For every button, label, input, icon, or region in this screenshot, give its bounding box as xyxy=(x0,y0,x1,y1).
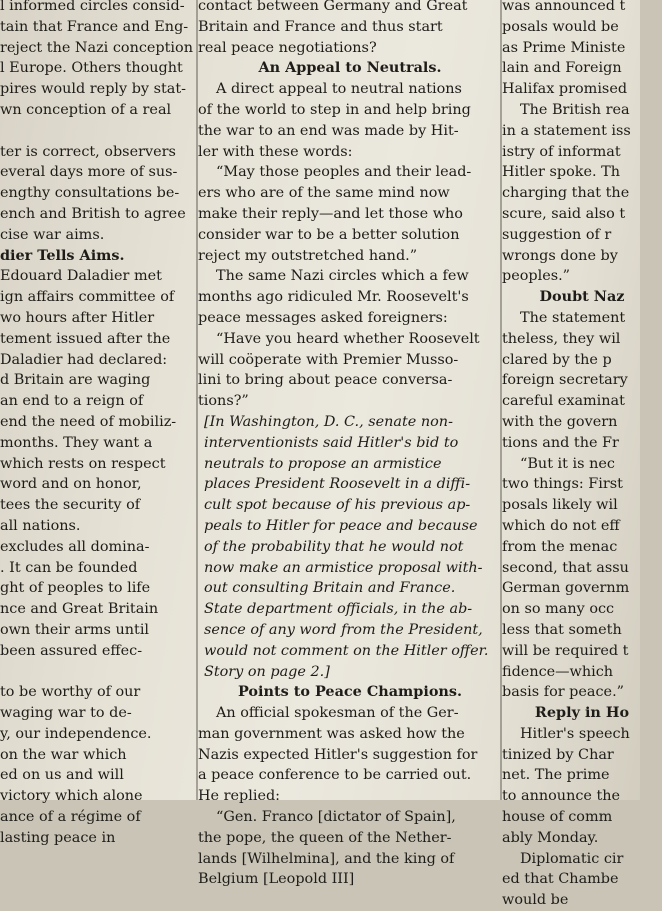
text-line: basis for peace.” xyxy=(502,684,624,701)
text-line xyxy=(0,121,198,142)
text-line: lands [Wilhelmina], and the king of xyxy=(198,850,455,867)
text-line: ign affairs committee of xyxy=(0,289,175,306)
text-line: Halifax promised xyxy=(502,81,628,98)
column-left xyxy=(0,0,198,849)
text-line: Nazis expected Hitler's suggestion for xyxy=(198,746,478,763)
text-line: of the probability that he would not xyxy=(204,538,464,555)
text-line: lain and Foreign xyxy=(502,60,622,77)
text-line: Story on page 2.] xyxy=(204,663,330,680)
text-line: months. They want a xyxy=(0,434,153,451)
text-line: Diplomatic cir xyxy=(520,850,624,867)
text-line: less that someth xyxy=(502,621,622,638)
text-line: “But it is nec xyxy=(520,455,615,472)
text-line: neutrals to propose an armistice xyxy=(204,455,442,472)
subhead-points-to-peace-champions: Points to Peace Champions. xyxy=(238,683,462,701)
text-line: which rests on respect xyxy=(0,455,166,472)
text-line: cise war aims. xyxy=(0,226,105,243)
text-line: will coöperate with Premier Musso- xyxy=(198,351,459,368)
text-line: An official spokesman of the Ger- xyxy=(216,705,459,722)
text-line: scure, said also t xyxy=(502,205,626,222)
text-line: tain that France and Eng- xyxy=(0,18,189,35)
text-line: posals likely wil xyxy=(502,497,618,514)
text-line: from the menac xyxy=(502,538,618,555)
text-line: wo hours after Hitler xyxy=(0,309,155,326)
text-line: waging war to de- xyxy=(0,705,132,722)
text-line: peals to Hitler for peace and because xyxy=(204,517,478,534)
text-line: excludes all domina- xyxy=(0,538,150,555)
text-line: d Britain are waging xyxy=(0,372,151,389)
text-line: sence of any word from the President, xyxy=(204,621,483,638)
text-line: engthy consultations be- xyxy=(0,185,180,202)
text-line: a peace conference to be carried out. xyxy=(198,767,472,784)
text-line: out consulting Britain and France. xyxy=(204,580,456,597)
text-line: reject the Nazi conception xyxy=(0,39,193,56)
text-line: [In Washington, D. C., senate non- xyxy=(204,413,453,430)
text-line: Hitler's speech xyxy=(520,725,630,742)
text-line: The statement xyxy=(520,309,626,326)
text-line: make their reply—and let those who xyxy=(198,205,463,222)
text-line: “Have you heard whether Roosevelt xyxy=(216,330,480,347)
text-line: months ago ridiculed Mr. Roosevelt's xyxy=(198,289,469,306)
text-line: to announce the xyxy=(502,788,621,805)
text-line: tement issued after the xyxy=(0,330,171,347)
text-line: been assured effec- xyxy=(0,642,143,659)
text-line: He replied: xyxy=(198,788,281,805)
text-line: nce and Great Britain xyxy=(0,601,159,618)
center-intro-text xyxy=(198,0,502,58)
column-center xyxy=(198,0,502,890)
text-line: would not comment on the Hitler offer. xyxy=(204,642,489,659)
text-line: ler with these words: xyxy=(198,143,353,160)
text-line: theless, they wil xyxy=(502,330,621,347)
text-line: . It can be founded xyxy=(0,559,138,576)
text-line: interventionists said Hitler's bid to xyxy=(204,434,459,451)
text-line: tinized by Char xyxy=(502,746,614,763)
subhead: Doubt Naz xyxy=(539,288,625,306)
text-line: an end to a reign of xyxy=(0,393,144,410)
text-line: Edouard Daladier met xyxy=(0,268,162,285)
text-line: ed on us and will xyxy=(0,767,124,784)
text-line: istry of informat xyxy=(502,143,621,160)
text-line: consider war to be a better solution xyxy=(198,226,460,243)
subhead-appeal-to-neutrals: An Appeal to Neutrals. xyxy=(258,59,442,77)
text-line: peace messages asked foreigners: xyxy=(198,309,448,326)
text-line: charging that the xyxy=(502,185,630,202)
text-line: end the need of mobiliz- xyxy=(0,413,177,430)
text-line: was announced t xyxy=(502,0,626,14)
text-line: German governm xyxy=(502,580,630,597)
text-line: Hitler spoke. Th xyxy=(502,164,621,181)
column-right xyxy=(502,0,662,911)
text-line: on so many occ xyxy=(502,601,615,618)
subhead: Reply in Ho xyxy=(534,704,630,722)
text-line: places President Roosevelt in a diffi- xyxy=(204,476,471,493)
text-line: real peace negotiations? xyxy=(198,39,377,56)
text-line: “May those peoples and their lead- xyxy=(216,164,472,181)
center-body-text-1 xyxy=(198,79,502,412)
text-line: ght of peoples to life xyxy=(0,580,151,597)
text-line: with the govern xyxy=(502,413,618,430)
text-line: reject my outstretched hand.” xyxy=(198,247,418,264)
text-line: to be worthy of our xyxy=(0,684,141,701)
text-line: careful examinat xyxy=(502,393,625,410)
text-line: l informed circles consid- xyxy=(0,0,185,14)
text-line: lasting peace in xyxy=(0,829,116,846)
text-line: wn conception of a real xyxy=(0,101,172,118)
text-line: man government was asked how the xyxy=(198,725,465,742)
text-line: y, our independence. xyxy=(0,725,152,742)
text-line: cult spot because of his previous ap- xyxy=(204,497,471,514)
text-line: own their arms until xyxy=(0,621,150,638)
washington-bulletin xyxy=(204,412,502,682)
text-line: tions and the Fr xyxy=(502,434,619,451)
text-line: The British rea xyxy=(520,101,630,118)
text-line: ance of a régime of xyxy=(0,809,141,826)
text-line: State department officials, in the ab- xyxy=(204,601,473,618)
text-line: Britain and France and thus start xyxy=(198,18,443,35)
text-line: l Europe. Others thought xyxy=(0,60,183,77)
text-line: Daladier had declared: xyxy=(0,351,168,368)
text-line: net. The prime xyxy=(502,767,610,784)
text-line: now make an armistice proposal with- xyxy=(204,559,483,576)
text-line: in a statement iss xyxy=(502,122,631,139)
text-line: ed that Chambe xyxy=(502,871,619,888)
text-line: Belgium [Leopold III] xyxy=(198,871,355,888)
center-body-text-2 xyxy=(198,703,502,890)
text-line: suggestion of r xyxy=(502,226,612,243)
text-line: second, that assu xyxy=(502,559,629,576)
text-line: which do not eff xyxy=(502,517,620,534)
text-line: would be xyxy=(502,892,569,909)
text-line: posals would be xyxy=(502,18,619,35)
text-line: contact between Germany and Great xyxy=(198,0,468,14)
text-line: two things: First xyxy=(502,476,623,493)
text-line: on the war which xyxy=(0,746,127,763)
text-line: word and on honor, xyxy=(0,476,142,493)
text-line: the war to an end was made by Hit- xyxy=(198,122,459,139)
text-line: tions?” xyxy=(198,393,249,410)
text-line: victory which alone xyxy=(0,788,143,805)
text-line: as Prime Ministe xyxy=(502,39,626,56)
text-line: tees the security of xyxy=(0,497,141,514)
text-line: ter is correct, observers xyxy=(0,143,176,160)
text-line: will be required t xyxy=(502,642,629,659)
text-line: everal days more of sus- xyxy=(0,164,178,181)
text-line: clared by the p xyxy=(502,351,612,368)
text-line: ench and British to agree xyxy=(0,205,186,222)
text-line: wrongs done by xyxy=(502,247,618,264)
text-line: fidence—which xyxy=(502,663,614,680)
text-line: pires would reply by stat- xyxy=(0,81,187,98)
subhead: dier Tells Aims. xyxy=(0,246,125,264)
text-line xyxy=(0,662,198,683)
text-line: foreign secretary xyxy=(502,372,628,389)
text-line: all nations. xyxy=(0,517,81,534)
text-line: house of comm xyxy=(502,809,613,826)
text-line: A direct appeal to neutral nations xyxy=(216,81,462,98)
text-line: ably Monday. xyxy=(502,829,599,846)
text-line: peoples.” xyxy=(502,268,571,285)
text-line: The same Nazi circles which a few xyxy=(216,268,469,285)
text-line: the pope, the queen of the Nether- xyxy=(198,829,452,846)
text-line: lini to bring about peace conversa- xyxy=(198,372,453,389)
text-line: “Gen. Franco [dictator of Spain], xyxy=(216,809,456,826)
text-line: ers who are of the same mind now xyxy=(198,185,450,202)
text-line: of the world to step in and help bring xyxy=(198,101,471,118)
